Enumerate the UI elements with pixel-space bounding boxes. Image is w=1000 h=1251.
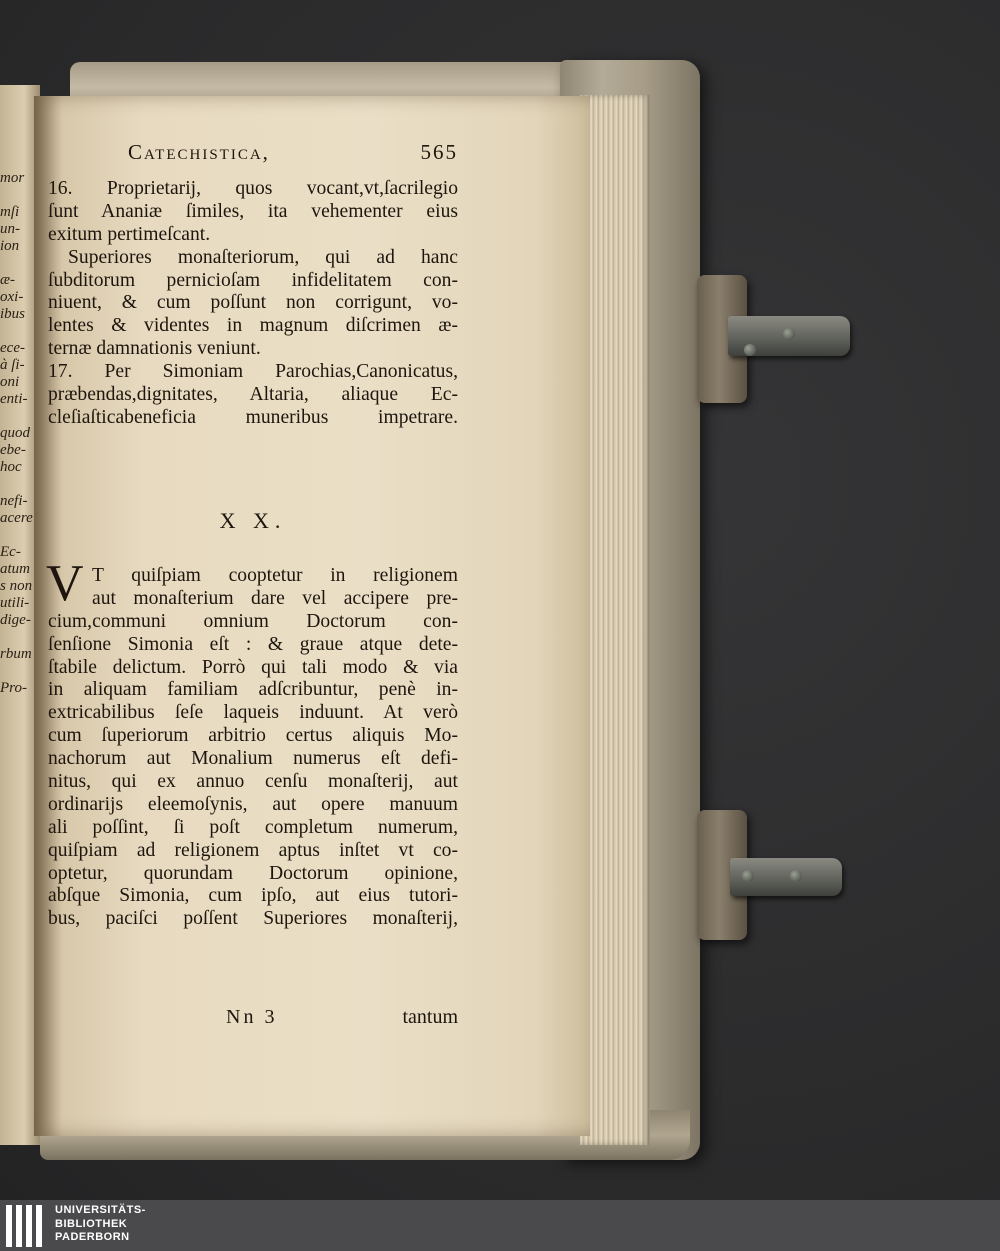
text-line: exitum pertimeſcant. <box>48 223 211 245</box>
margin-fragment <box>0 187 36 204</box>
margin-fragment: oni <box>0 374 20 390</box>
library-logo-icon <box>6 1205 46 1247</box>
text-line: 16. Proprietarij, quos vocant,vt,ſacrilegio <box>48 178 458 199</box>
margin-fragment: ebe- <box>0 442 26 458</box>
text-line: præbendas,dignitates, Altaria, aliaque Ec- <box>48 384 458 406</box>
margin-fragment: un- <box>0 221 20 237</box>
text-line: ternæ damnationis veniunt. <box>48 338 261 360</box>
text-line: optetur, quorundam Doctorum opinione, <box>48 862 458 884</box>
margin-fragment: ece- <box>0 340 25 356</box>
margin-fragment <box>0 629 36 646</box>
text-line: ſubditorum pernicioſam infidelitatem con- <box>48 269 458 291</box>
margin-fragment: hoc <box>0 459 22 475</box>
text-line: abſque Simonia, cum ipſo, aut eius tutori- <box>48 885 458 907</box>
logo-line: BIBLIOTHEK <box>55 1217 128 1230</box>
upper-clasp-rivet <box>744 344 756 356</box>
text-line: aut monaſterium dare vel accipere pre- <box>92 587 458 609</box>
footer-bar <box>0 1200 1000 1251</box>
signature-mark: Nn 3 <box>226 1006 278 1028</box>
section-2-text <box>46 555 458 931</box>
section-1-text <box>48 178 458 430</box>
lower-clasp-rivet <box>742 870 754 882</box>
margin-fragment: mor <box>0 170 25 186</box>
text-line: extricabilibus ſeſe laqueis induunt. At verò <box>48 702 458 724</box>
section-heading: X X. <box>219 508 287 533</box>
margin-fragment <box>0 527 36 544</box>
margin-fragment: enti- <box>0 391 28 407</box>
margin-fragment: Pro- <box>0 680 27 696</box>
upper-clasp-rivet <box>783 328 795 340</box>
margin-fragment: utili- <box>0 595 30 611</box>
margin-fragment: æ- <box>0 272 15 288</box>
left-margin-text <box>0 170 36 697</box>
text-line: nitus, qui ex annuo cenſu monaſterij, aut <box>48 771 458 793</box>
catchline <box>48 1006 458 1031</box>
margin-fragment <box>0 663 36 680</box>
margin-fragment <box>0 255 36 272</box>
margin-fragment: quod <box>0 425 30 441</box>
lower-clasp-rivet <box>790 870 802 882</box>
margin-fragment: ion <box>0 238 20 254</box>
margin-fragment: oxi- <box>0 289 24 305</box>
catchword: tantum <box>402 1006 458 1028</box>
text-line: niuent, & cum poſſunt non corrigunt, vo- <box>48 292 458 314</box>
margin-fragment <box>0 323 36 340</box>
drop-cap: V <box>46 555 84 612</box>
margin-fragment <box>0 408 36 425</box>
margin-fragment: mſi <box>0 204 20 220</box>
text-line: lentes & videntes in magnum diſcrimen æ- <box>48 315 458 337</box>
text-line: in aliquam familiam adſcribuntur, penè in- <box>48 679 458 701</box>
margin-fragment <box>0 476 36 493</box>
text-line: ſtabile delictum. Porrò qui tali modo & via <box>48 656 458 678</box>
text-line: quiſpiam ad religionem aptus inſtet vt co- <box>48 839 458 861</box>
text-line: cum ſuperiorum arbitrio certus aliquis Mo- <box>48 725 458 747</box>
text-line: nachorum aut Monalium numerus eſt defi- <box>48 748 458 770</box>
margin-fragment: acere <box>0 510 33 526</box>
text-line: Superiores monaſteriorum, qui ad hanc <box>68 246 458 268</box>
text-line: cleſiaſticabeneficia muneribus impetrare. <box>48 406 458 428</box>
margin-fragment: nefi- <box>0 493 28 509</box>
page-block-edge <box>580 95 650 1145</box>
margin-fragment: Ec- <box>0 544 21 560</box>
running-head <box>128 140 458 170</box>
margin-fragment: ibus <box>0 306 26 322</box>
text-line: bus, paciſci poſſent Superiores monaſterij, <box>48 908 458 930</box>
margin-fragment: s non <box>0 578 33 594</box>
text-line: 17. Per Simoniam Parochias,Canonicatus, <box>48 361 458 383</box>
margin-fragment: dige- <box>0 612 31 628</box>
logo-line: UNIVERSITÄTS- <box>55 1204 146 1216</box>
library-logo-text <box>55 1204 146 1245</box>
text-line: cium,communi omnium Doctorum con- <box>48 610 458 632</box>
text-line: ſenſione Simonia eſt : & graue atque dete- <box>48 633 458 655</box>
text-line: T quiſpiam cooptetur in religionem <box>92 565 458 586</box>
page-number: 565 <box>420 140 458 164</box>
margin-fragment: atum <box>0 561 30 577</box>
margin-fragment: à ſi- <box>0 357 25 373</box>
text-line: ordinarijs eleemoſynis, aut opere manuum <box>48 793 458 815</box>
text-line: ali poſſint, ſi poſt completum numerum, <box>48 816 458 838</box>
running-head-title: Catechistica, <box>128 140 270 164</box>
logo-line: PADERBORN <box>55 1231 130 1243</box>
text-line: ſunt Ananiæ ſimiles, ita vehementer eius <box>48 200 458 222</box>
margin-fragment: rbum <box>0 646 32 662</box>
